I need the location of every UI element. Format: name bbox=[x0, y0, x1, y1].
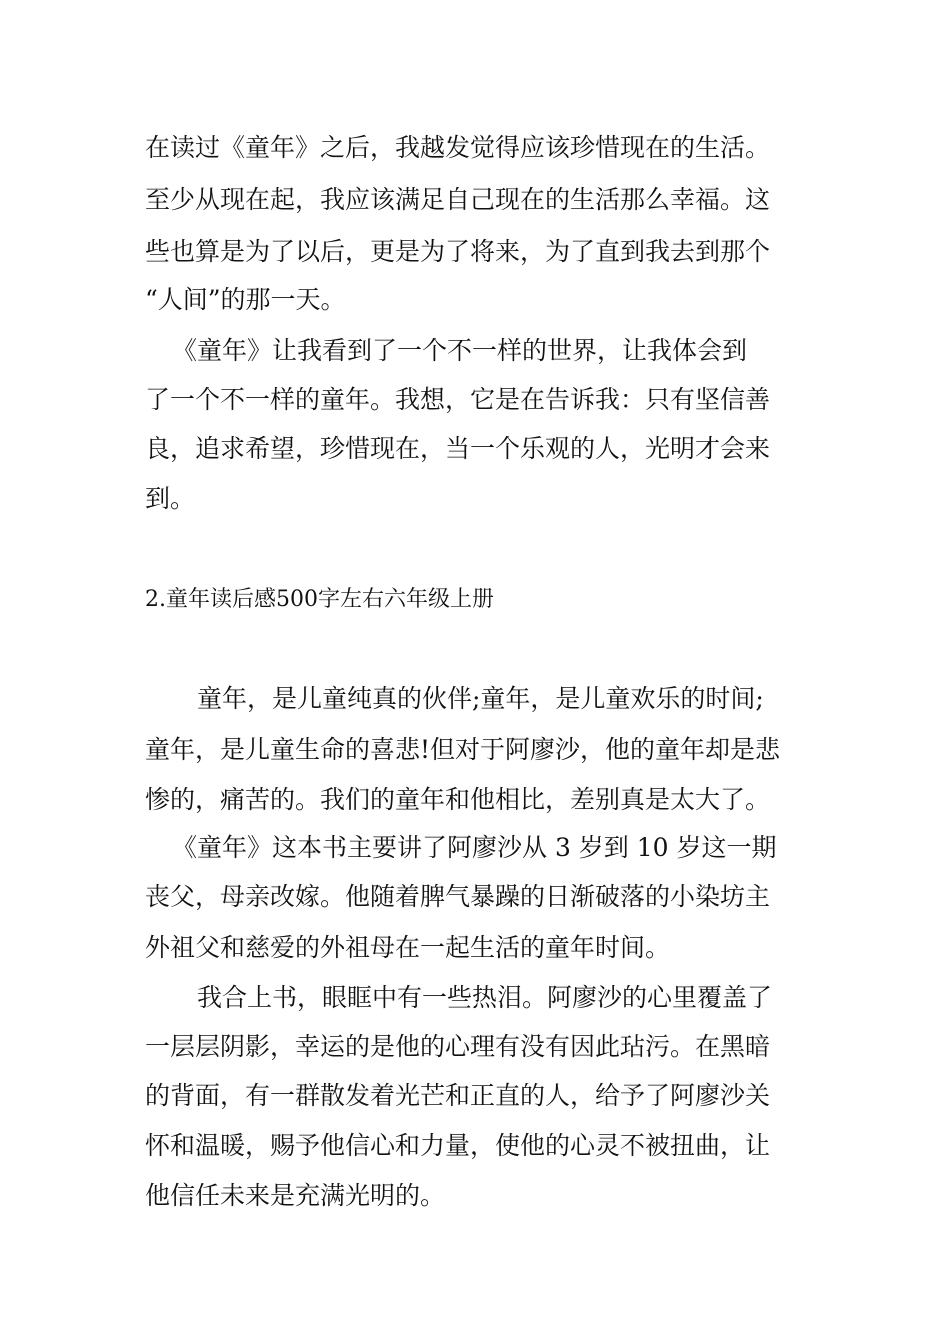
essay-p3-line-5: 他信任未来是充满光明的。 bbox=[145, 1181, 446, 1210]
essay-p3-line-2: 一层层阴影，幸运的是他的心理有没有因此玷污。在黑暗 bbox=[145, 1032, 771, 1061]
essay-p2-line-3: 外祖父和慈爱的外祖母在一起生活的童年时间。 bbox=[145, 933, 671, 962]
essay-p3-line-3: 的背面，有一群散发着光芒和正直的人，给予了阿廖沙关 bbox=[145, 1081, 771, 1110]
conclusion-line-2: 了一个不一样的童年。我想，它是在告诉我：只有坚信善 bbox=[145, 385, 771, 414]
essay-p2-line-1: 《童年》这本书主要讲了阿廖沙从 3 岁到 10 岁这一期 bbox=[172, 833, 777, 862]
essay-p3-line-4: 怀和温暖，赐予他信心和力量，使他的心灵不被扭曲，让 bbox=[145, 1131, 771, 1160]
essay-p2-line-2: 丧父，母亲改嫁。他随着脾气暴躁的日渐破落的小染坊主 bbox=[145, 882, 771, 911]
essay-p3-line-1: 我合上书，眼眶中有一些热泪。阿廖沙的心里覆盖了 bbox=[197, 983, 773, 1012]
section-heading: 2.童年读后感500字左右六年级上册 bbox=[145, 587, 494, 612]
intro-line-1: 在读过《童年》之后，我越发觉得应该珍惜现在的生活。 bbox=[145, 133, 771, 162]
conclusion-line-4: 到。 bbox=[145, 484, 196, 513]
essay-p1-line-3: 惨的，痛苦的。我们的童年和他相比，差别真是太大了。 bbox=[145, 785, 771, 814]
intro-line-4: “人间”的那一天。 bbox=[145, 285, 346, 314]
conclusion-line-3: 良，追求希望，珍惜现在，当一个乐观的人，光明才会来 bbox=[145, 434, 771, 463]
intro-line-2: 至少从现在起，我应该满足自己现在的生活那么幸福。这 bbox=[145, 185, 771, 214]
essay-p1-line-2: 童年，是儿童生命的喜悲!但对于阿廖沙，他的童年却是悲 bbox=[145, 735, 781, 764]
intro-line-3: 些也算是为了以后，更是为了将来，为了直到我去到那个 bbox=[145, 237, 771, 266]
conclusion-line-1: 《童年》让我看到了一个不一样的世界，让我体会到 bbox=[172, 336, 748, 365]
essay-p1-line-1: 童年，是儿童纯真的伙伴;童年，是儿童欢乐的时间; bbox=[197, 684, 764, 713]
